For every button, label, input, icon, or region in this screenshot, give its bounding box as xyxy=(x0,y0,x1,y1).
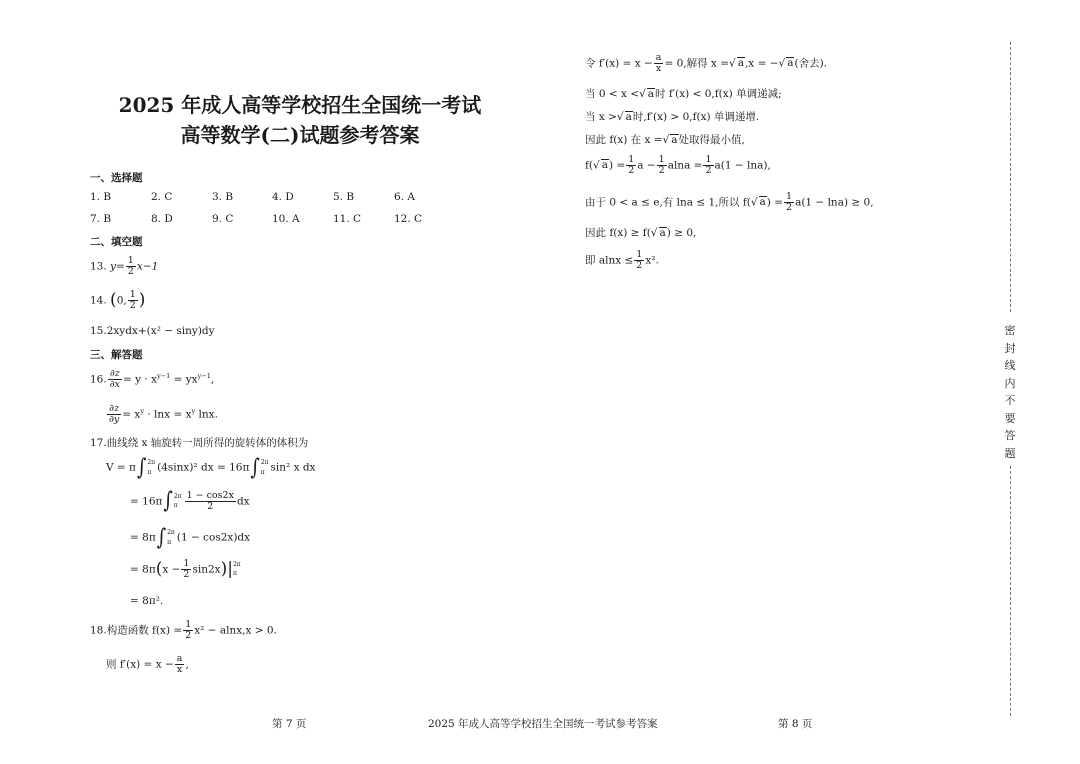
answer-16-line-1: 16. $\frac{\partial z}{\partial x}$ = $y \cdot x^{y-1} = yx^{y-1}$, xyxy=(90,368,215,390)
choice-answer: 6. A xyxy=(394,191,415,203)
footer-page-right: 第 8 页 xyxy=(778,718,813,730)
partial-fraction: $\frac{\partial z}{\partial x}$ xyxy=(109,368,120,390)
fraction: $\frac{1}{2}$ xyxy=(127,255,134,277)
right-line-6: 由于 0 < a ≤ e,有 lna ≤ 1,所以 f(√ a) = $\frac{1}{2}$ a(1 − lna) ≥ 0, xyxy=(585,191,874,213)
seal-line-bottom xyxy=(1010,466,1011,716)
section-solution-heading: 三、解答题 xyxy=(90,349,143,361)
fraction: $\frac{1}{2}$ xyxy=(628,154,635,176)
answer-14: 14. (0, $\frac{1}{2}$ ) xyxy=(90,289,146,311)
fraction: $\frac{1}{2}$ xyxy=(636,249,643,271)
right-line-5: f(√ a) = $\frac{1}{2}$ a − $\frac{1}{2}$ alna = $\frac{1}{2}$ a(1 − lna), xyxy=(585,154,771,176)
right-line-4: 因此 f(x) 在 x =√ a处取得最小值, xyxy=(585,134,745,146)
answer-17-line-5: = 8π². xyxy=(130,595,164,607)
choice-answer: 3. B xyxy=(212,191,234,203)
partial-fraction: $\frac{\partial z}{\partial y}$ xyxy=(109,403,120,425)
choice-answer: 2. C xyxy=(151,191,173,203)
title-line-1: 2025 年成人高等学校招生全国统一考试 xyxy=(118,93,482,117)
choice-answer: 10. A xyxy=(272,213,300,225)
choice-answer: 1. B xyxy=(90,191,112,203)
title-line-2: 高等数学(二)试题参考答案 xyxy=(180,123,420,147)
seal-text: 密封线内不要答题 xyxy=(1004,324,1016,460)
answer-18-line-1: 18.构造函数 f(x) = $\frac{1}{2}$ x² − alnx,x > 0. xyxy=(90,619,277,641)
choice-answer: 11. C xyxy=(333,213,362,225)
answer-17-line-4: = 8π(x − $\frac{1}{2}$ sin2x)| 2π π xyxy=(130,558,241,580)
seal-line-top xyxy=(1010,42,1011,312)
answer-16-line-2: $\frac{\partial z}{\partial y}$ = $x^y \cdot \ln x = x^y$ lnx. xyxy=(109,403,218,425)
footer-page-left: 第 7 页 xyxy=(272,718,307,730)
fraction: $\frac{a}{x}$ xyxy=(176,653,183,675)
answer-17-intro: 17.曲线绕 x 轴旋转一周所得的旋转体的体积为 xyxy=(90,437,309,449)
section-choice-heading: 一、选择题 xyxy=(90,172,143,184)
answer-13: 13. y= $\frac{1}{2}$ x−1 xyxy=(90,255,159,277)
answer-15: 15.2xydx+(x² − siny)dy xyxy=(90,325,215,337)
answer-17-line-2: = 16π∫ 2π π $\frac{1 - \cos 2x}{2}$ dx xyxy=(130,487,250,514)
fraction: $\frac{1}{2}$ xyxy=(185,619,192,641)
choice-answer: 4. D xyxy=(272,191,294,203)
answer-17-line-3: = 8π∫ 2π π (1 − cos2x)dx xyxy=(130,523,251,551)
fraction: $\frac{1}{2}$ xyxy=(658,154,665,176)
right-line-8: 即 alnx ≤ $\frac{1}{2}$ x². xyxy=(585,249,659,271)
choice-answers xyxy=(90,191,430,235)
footer-center: 2025 年成人高等学校招生全国统一考试参考答案 xyxy=(428,718,658,730)
choice-answer: 9. C xyxy=(212,213,234,225)
fraction: $\frac{1}{2}$ xyxy=(705,154,712,176)
right-line-1: 令 f′(x) = x − $\frac{a}{x}$ = 0,解得 x =√ a,x = −√ a(舍去). xyxy=(585,52,827,74)
fraction: $\frac{1 - \cos 2x}{2}$ xyxy=(186,490,234,512)
answer-18-line-2: 则 f′(x) = x − $\frac{a}{x}$ , xyxy=(106,653,189,675)
choice-answer: 5. B xyxy=(333,191,355,203)
section-fill-heading: 二、填空题 xyxy=(90,236,143,248)
fraction: $\frac{1}{2}$ xyxy=(786,191,793,213)
right-line-7: 因此 f(x) ≥ f(√ a) ≥ 0, xyxy=(585,227,697,239)
choice-answer: 12. C xyxy=(394,213,423,225)
right-line-2: 当 0 < x <√ a时 f′(x) < 0,f(x) 单调递减; xyxy=(585,88,782,100)
choice-answer: 7. B xyxy=(90,213,112,225)
right-line-3: 当 x >√ a时,f′(x) > 0,f(x) 单调递增. xyxy=(585,111,760,123)
answer-17-line-1: V = π∫ 2π π (4sinx)² dx = 16π∫ 2π π sin² x dx xyxy=(106,453,316,481)
fraction: $\frac{1}{2}$ xyxy=(183,558,190,580)
choice-answer: 8. D xyxy=(151,213,173,225)
fraction: $\frac{1}{2}$ xyxy=(129,289,136,311)
fraction: $\frac{a}{x}$ xyxy=(655,52,662,74)
